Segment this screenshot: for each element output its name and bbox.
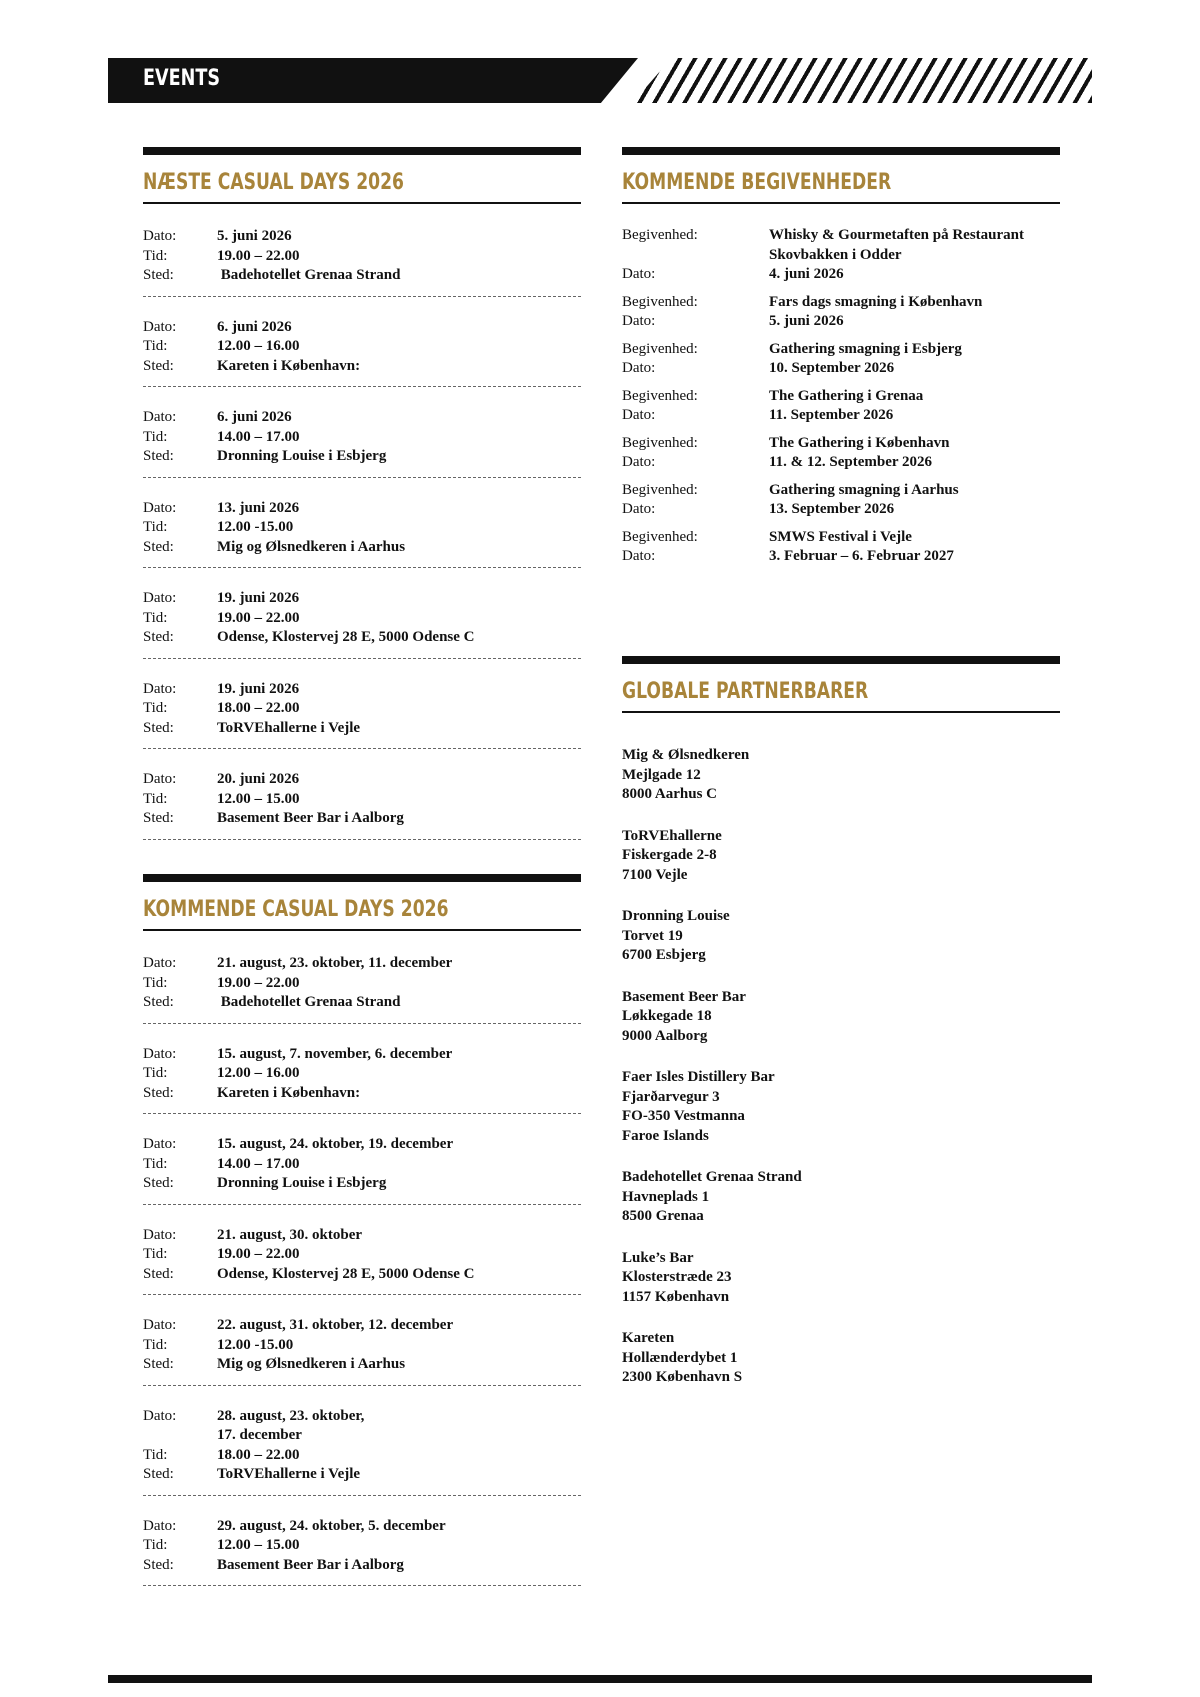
entry-tid-value: 12.00 – 16.00 bbox=[217, 338, 300, 354]
event-name: Fars dags smagning i København bbox=[769, 293, 983, 310]
partner-address-line: Faroe Islands bbox=[622, 1127, 709, 1144]
entry-sted-value: ToRVEhallerne i Vejle bbox=[217, 1466, 361, 1482]
entry-label: Dato: bbox=[143, 1226, 177, 1243]
event-date-row bbox=[622, 453, 1060, 473]
event-entry bbox=[143, 478, 581, 568]
entry-label: Sted: bbox=[143, 267, 174, 283]
entry-row bbox=[143, 1155, 581, 1175]
entry-label: Dato: bbox=[143, 590, 177, 606]
entry-label: Sted: bbox=[143, 1265, 174, 1282]
naeste-section bbox=[143, 147, 581, 840]
partner-bar bbox=[622, 907, 1060, 966]
entry-label: Sted: bbox=[143, 1084, 174, 1101]
event-entry bbox=[143, 568, 581, 658]
entry-row bbox=[143, 408, 581, 428]
entry-row bbox=[143, 1536, 581, 1556]
entry-row bbox=[143, 954, 581, 974]
partner-name: Luke’s Bar bbox=[622, 1249, 694, 1266]
event-item bbox=[622, 226, 1060, 285]
partner-address-line: 6700 Esbjerg bbox=[622, 947, 706, 963]
entry-label: Sted: bbox=[143, 719, 174, 736]
entry-tid-value: 12.00 – 16.00 bbox=[217, 1065, 300, 1081]
entry-tid-value: 14.00 – 17.00 bbox=[217, 428, 300, 445]
partner-bar bbox=[622, 1068, 1060, 1146]
entry-dato-value: 22. august, 31. oktober, 12. december bbox=[217, 1317, 454, 1333]
entry-dato-value: 6. juni 2026 bbox=[217, 318, 292, 335]
entry-row bbox=[143, 266, 581, 286]
event-entry bbox=[143, 387, 581, 477]
event-date-row bbox=[622, 406, 1060, 426]
event-name: Gathering smagning i Esbjerg bbox=[769, 340, 962, 357]
entry-row bbox=[143, 1316, 581, 1336]
partner-address-line: Havneplads 1 bbox=[622, 1188, 710, 1205]
event-date: 13. September 2026 bbox=[769, 501, 895, 517]
entry-row bbox=[143, 1045, 581, 1065]
event-item bbox=[622, 434, 1060, 473]
entry-row bbox=[143, 790, 581, 810]
partner-name: Faer Isles Distillery Bar bbox=[622, 1069, 775, 1085]
entry-label: Sted: bbox=[143, 994, 174, 1010]
event-name-row bbox=[622, 246, 1060, 266]
naeste-heading bbox=[143, 147, 581, 204]
entry-label bbox=[143, 1426, 217, 1446]
event-label: Begivenhed: bbox=[622, 528, 698, 545]
event-item bbox=[622, 340, 1060, 379]
event-date: 3. Februar – 6. Februar 2027 bbox=[769, 548, 954, 564]
entry-row bbox=[143, 518, 581, 538]
event-name-row bbox=[622, 226, 1060, 246]
partner-address-line: Hollænderdybet 1 bbox=[622, 1349, 738, 1366]
partner-address-line: 8000 Aarhus C bbox=[622, 786, 718, 802]
partner-address-line: 8500 Grenaa bbox=[622, 1208, 704, 1224]
event-name-row bbox=[622, 481, 1060, 501]
entry-row bbox=[143, 1465, 581, 1485]
entry-row bbox=[143, 247, 581, 267]
partner-address-line: 1157 København bbox=[622, 1288, 730, 1305]
partner-name: Basement Beer Bar bbox=[622, 988, 746, 1005]
entry-tid-value: 12.00 – 15.00 bbox=[217, 790, 300, 807]
entry-row bbox=[143, 447, 581, 467]
entry-label: Dato: bbox=[143, 499, 177, 516]
event-date-label: Dato: bbox=[622, 266, 656, 282]
entry-tid-value: 18.00 – 22.00 bbox=[217, 700, 300, 716]
partner-name: Badehotellet Grenaa Strand bbox=[622, 1169, 802, 1185]
entry-row bbox=[143, 1084, 581, 1104]
entry-row bbox=[143, 1135, 581, 1155]
entry-row bbox=[143, 719, 581, 739]
partner-address-line: 9000 Aalborg bbox=[622, 1027, 708, 1044]
footer-bar bbox=[108, 1675, 1092, 1683]
entry-tid-value: 18.00 – 22.00 bbox=[217, 1446, 300, 1463]
partner-address-line: Fjarðarvegur 3 bbox=[622, 1088, 720, 1105]
partner-name: ToRVEhallerne bbox=[622, 827, 722, 844]
begivenheder-list bbox=[622, 226, 1060, 567]
entry-row bbox=[143, 1407, 581, 1427]
entry-label: Dato: bbox=[143, 409, 177, 425]
event-name: Whisky & Gourmetaften på Restaurant bbox=[769, 227, 1024, 243]
event-item bbox=[622, 293, 1060, 332]
event-date-row bbox=[622, 265, 1060, 285]
entry-label: Tid: bbox=[143, 519, 168, 535]
partner-address-line: Løkkegade 18 bbox=[622, 1008, 712, 1024]
event-entry bbox=[143, 1205, 581, 1295]
event-name-row bbox=[622, 387, 1060, 407]
entry-label: Tid: bbox=[143, 1446, 168, 1463]
entry-sted-value: Kareten i København: bbox=[217, 1084, 361, 1101]
entry-sted-value: Badehotellet Grenaa Strand bbox=[217, 267, 401, 283]
partner-bar bbox=[622, 827, 1060, 886]
event-date: 11. September 2026 bbox=[769, 407, 894, 423]
event-date: 5. juni 2026 bbox=[769, 313, 844, 329]
event-date-row bbox=[622, 312, 1060, 332]
entry-row bbox=[143, 499, 581, 519]
entry-row bbox=[143, 1064, 581, 1084]
entry-label: Sted: bbox=[143, 538, 174, 555]
entry-label: Sted: bbox=[143, 629, 174, 645]
entry-dato-value: 15. august, 24. oktober, 19. december bbox=[217, 1136, 454, 1152]
event-name-row bbox=[622, 293, 1060, 313]
event-date-row bbox=[622, 547, 1060, 567]
kommende-casual-section bbox=[143, 874, 581, 1586]
event-entry bbox=[143, 1496, 581, 1586]
entry-dato-value: 19. juni 2026 bbox=[217, 680, 300, 697]
event-date: 4. juni 2026 bbox=[769, 266, 844, 282]
entry-row bbox=[143, 1517, 581, 1537]
event-entry bbox=[143, 1295, 581, 1385]
partnerbarer-heading bbox=[622, 656, 1060, 713]
partnerbarer-section bbox=[622, 656, 1060, 1388]
event-entry bbox=[143, 659, 581, 749]
partner-bar bbox=[622, 1168, 1060, 1227]
event-entry bbox=[143, 204, 581, 296]
header-bar bbox=[108, 58, 1092, 103]
event-entry bbox=[143, 931, 581, 1023]
partnerbarer-title: GLOBALE PARTNERBARER bbox=[622, 679, 869, 704]
partner-address-line: Torvet 19 bbox=[622, 927, 683, 944]
entry-sted-value: Badehotellet Grenaa Strand bbox=[217, 994, 401, 1010]
event-entry bbox=[143, 749, 581, 839]
dashed-divider bbox=[143, 1585, 581, 1586]
event-label: Begivenhed: bbox=[622, 387, 698, 404]
event-entry bbox=[143, 1386, 581, 1495]
entry-tid-value: 19.00 – 22.00 bbox=[217, 974, 300, 991]
entry-dato-value: 21. august, 23. oktober, 11. december bbox=[217, 955, 453, 971]
partner-bar bbox=[622, 1329, 1060, 1388]
entry-sted-value: Basement Beer Bar i Aalborg bbox=[217, 810, 404, 826]
entry-tid-value: 12.00 -15.00 bbox=[217, 519, 294, 535]
partner-address-line: Klosterstræde 23 bbox=[622, 1269, 732, 1285]
entry-dato-value: 17. december bbox=[217, 1427, 302, 1443]
event-item bbox=[622, 528, 1060, 567]
entry-label: Sted: bbox=[143, 1356, 174, 1372]
event-name: SMWS Festival i Vejle bbox=[769, 528, 912, 545]
kommende-casual-list bbox=[143, 931, 581, 1586]
entry-row bbox=[143, 1226, 581, 1246]
partner-address-line: 7100 Vejle bbox=[622, 866, 688, 883]
entry-sted-value: Dronning Louise i Esbjerg bbox=[217, 1175, 387, 1191]
entry-label: Tid: bbox=[143, 700, 168, 716]
event-label: Begivenhed: bbox=[622, 293, 698, 310]
event-name: The Gathering i Grenaa bbox=[769, 387, 924, 404]
partner-bar bbox=[622, 746, 1060, 805]
entry-sted-value: Dronning Louise i Esbjerg bbox=[217, 448, 387, 464]
entry-dato-value: 28. august, 23. oktober, bbox=[217, 1407, 365, 1424]
entry-label: Tid: bbox=[143, 1246, 168, 1262]
entry-sted-value: Odense, Klostervej 28 E, 5000 Odense C bbox=[217, 629, 475, 645]
entry-label: Dato: bbox=[143, 771, 177, 787]
event-name-cont: Skovbakken i Odder bbox=[769, 246, 902, 263]
naeste-list bbox=[143, 204, 581, 840]
entry-row bbox=[143, 1426, 581, 1446]
event-date-label: Dato: bbox=[622, 454, 656, 470]
entry-row bbox=[143, 227, 581, 247]
entry-label: Sted: bbox=[143, 810, 174, 826]
event-date-label: Dato: bbox=[622, 407, 656, 423]
entry-dato-value: 19. juni 2026 bbox=[217, 590, 300, 606]
entry-row bbox=[143, 1556, 581, 1576]
event-entry bbox=[143, 297, 581, 387]
event-date-label: Dato: bbox=[622, 313, 656, 329]
entry-tid-value: 19.00 – 22.00 bbox=[217, 609, 300, 626]
entry-row bbox=[143, 1245, 581, 1265]
entry-dato-value: 15. august, 7. november, 6. december bbox=[217, 1045, 453, 1062]
entry-label: Tid: bbox=[143, 1155, 168, 1172]
partner-address-line: Mejlgade 12 bbox=[622, 766, 701, 783]
event-item bbox=[622, 387, 1060, 426]
event-date: 11. & 12. September 2026 bbox=[769, 454, 933, 470]
event-date: 10. September 2026 bbox=[769, 360, 895, 376]
entry-tid-value: 14.00 – 17.00 bbox=[217, 1155, 300, 1172]
entry-dato-value: 29. august, 24. oktober, 5. december bbox=[217, 1517, 446, 1534]
kommende-casual-heading bbox=[143, 874, 581, 931]
event-date-label: Dato: bbox=[622, 548, 656, 564]
entry-row bbox=[143, 589, 581, 609]
event-item bbox=[622, 481, 1060, 520]
entry-row bbox=[143, 699, 581, 719]
header-stripes bbox=[603, 58, 1092, 103]
entry-row bbox=[143, 318, 581, 338]
entry-sted-value: Mig og Ølsnedkeren i Aarhus bbox=[217, 538, 406, 555]
entry-label: Dato: bbox=[143, 1517, 177, 1534]
begivenheder-heading bbox=[622, 147, 1060, 204]
partner-address-line: FO-350 Vestmanna bbox=[622, 1108, 745, 1124]
partner-name: Kareten bbox=[622, 1330, 675, 1346]
event-name: Gathering smagning i Aarhus bbox=[769, 481, 959, 498]
entry-label: Sted: bbox=[143, 1466, 174, 1482]
entry-tid-value: 12.00 – 15.00 bbox=[217, 1537, 300, 1553]
entry-label: Sted: bbox=[143, 1175, 174, 1191]
entry-label: Dato: bbox=[143, 955, 177, 971]
entry-row bbox=[143, 357, 581, 377]
entry-label: Tid: bbox=[143, 974, 168, 991]
partner-address-line: 2300 København S bbox=[622, 1369, 743, 1385]
entry-row bbox=[143, 974, 581, 994]
partner-name: Mig & Ølsnedkeren bbox=[622, 747, 750, 763]
partner-bar bbox=[622, 1249, 1060, 1308]
entry-row bbox=[143, 609, 581, 629]
entry-label: Tid: bbox=[143, 1336, 168, 1353]
page-title: EVENTS bbox=[143, 66, 221, 91]
entry-label: Tid: bbox=[143, 790, 168, 807]
entry-sted-value: ToRVEhallerne i Vejle bbox=[217, 719, 361, 736]
entry-row bbox=[143, 628, 581, 648]
entry-label: Dato: bbox=[143, 228, 177, 244]
entry-label: Dato: bbox=[143, 318, 177, 335]
begivenheder-section bbox=[622, 147, 1060, 567]
event-date-label: Dato: bbox=[622, 501, 656, 517]
entry-label: Tid: bbox=[143, 609, 168, 626]
entry-row bbox=[143, 1355, 581, 1375]
entry-row bbox=[143, 993, 581, 1013]
partner-name: Dronning Louise bbox=[622, 908, 730, 924]
entry-row bbox=[143, 337, 581, 357]
entry-label: Dato: bbox=[143, 1045, 177, 1062]
event-entry bbox=[143, 1114, 581, 1204]
event-label: Begivenhed: bbox=[622, 340, 698, 357]
event-label: Begivenhed: bbox=[622, 434, 698, 451]
entry-tid-value: 19.00 – 22.00 bbox=[217, 247, 300, 264]
entry-row bbox=[143, 1336, 581, 1356]
event-name-row bbox=[622, 340, 1060, 360]
event-date-row bbox=[622, 500, 1060, 520]
entry-row bbox=[143, 1174, 581, 1194]
entry-label: Tid: bbox=[143, 247, 168, 264]
entry-tid-value: 19.00 – 22.00 bbox=[217, 1246, 300, 1262]
entry-label: Dato: bbox=[143, 680, 177, 697]
event-label: Begivenhed: bbox=[622, 227, 698, 243]
entry-row bbox=[143, 538, 581, 558]
event-date-row bbox=[622, 359, 1060, 379]
partner-bar bbox=[622, 988, 1060, 1047]
entry-dato-value: 21. august, 30. oktober bbox=[217, 1226, 363, 1243]
entry-label: Sted: bbox=[143, 1556, 174, 1573]
entry-row bbox=[143, 1446, 581, 1466]
naeste-title: NÆSTE CASUAL DAYS 2026 bbox=[143, 170, 404, 195]
entry-tid-value: 12.00 -15.00 bbox=[217, 1336, 294, 1353]
entry-sted-value: Mig og Ølsnedkeren i Aarhus bbox=[217, 1356, 406, 1372]
entry-dato-value: 6. juni 2026 bbox=[217, 409, 292, 425]
entry-dato-value: 5. juni 2026 bbox=[217, 228, 292, 244]
kommende-casual-title: KOMMENDE CASUAL DAYS 2026 bbox=[143, 897, 449, 922]
partner-address-line: Fiskergade 2-8 bbox=[622, 847, 717, 863]
entry-row bbox=[143, 680, 581, 700]
event-entry bbox=[143, 1024, 581, 1114]
event-name-row bbox=[622, 434, 1060, 454]
entry-sted-value: Kareten i København: bbox=[217, 357, 361, 374]
entry-row bbox=[143, 809, 581, 829]
partnerbarer-list bbox=[622, 746, 1060, 1388]
event-name: The Gathering i København bbox=[769, 434, 950, 451]
entry-sted-value: Odense, Klostervej 28 E, 5000 Odense C bbox=[217, 1265, 475, 1282]
entry-label: Tid: bbox=[143, 1537, 168, 1553]
entry-label: Dato: bbox=[143, 1407, 177, 1424]
begivenheder-title: KOMMENDE BEGIVENHEDER bbox=[622, 170, 892, 195]
entry-label: Sted: bbox=[143, 357, 174, 374]
event-label: Begivenhed: bbox=[622, 481, 698, 498]
event-name-row bbox=[622, 528, 1060, 548]
event-date-label: Dato: bbox=[622, 360, 656, 376]
entry-label: Tid: bbox=[143, 1065, 168, 1081]
entry-label: Tid: bbox=[143, 428, 168, 445]
entry-dato-value: 13. juni 2026 bbox=[217, 499, 300, 516]
dashed-divider bbox=[143, 839, 581, 840]
entry-row bbox=[143, 1265, 581, 1285]
entry-sted-value: Basement Beer Bar i Aalborg bbox=[217, 1556, 404, 1573]
entry-row bbox=[143, 428, 581, 448]
entry-label: Dato: bbox=[143, 1136, 177, 1152]
entry-row bbox=[143, 770, 581, 790]
entry-label: Sted: bbox=[143, 448, 174, 464]
entry-dato-value: 20. juni 2026 bbox=[217, 771, 300, 787]
entry-label: Tid: bbox=[143, 338, 168, 354]
entry-label: Dato: bbox=[143, 1317, 177, 1333]
